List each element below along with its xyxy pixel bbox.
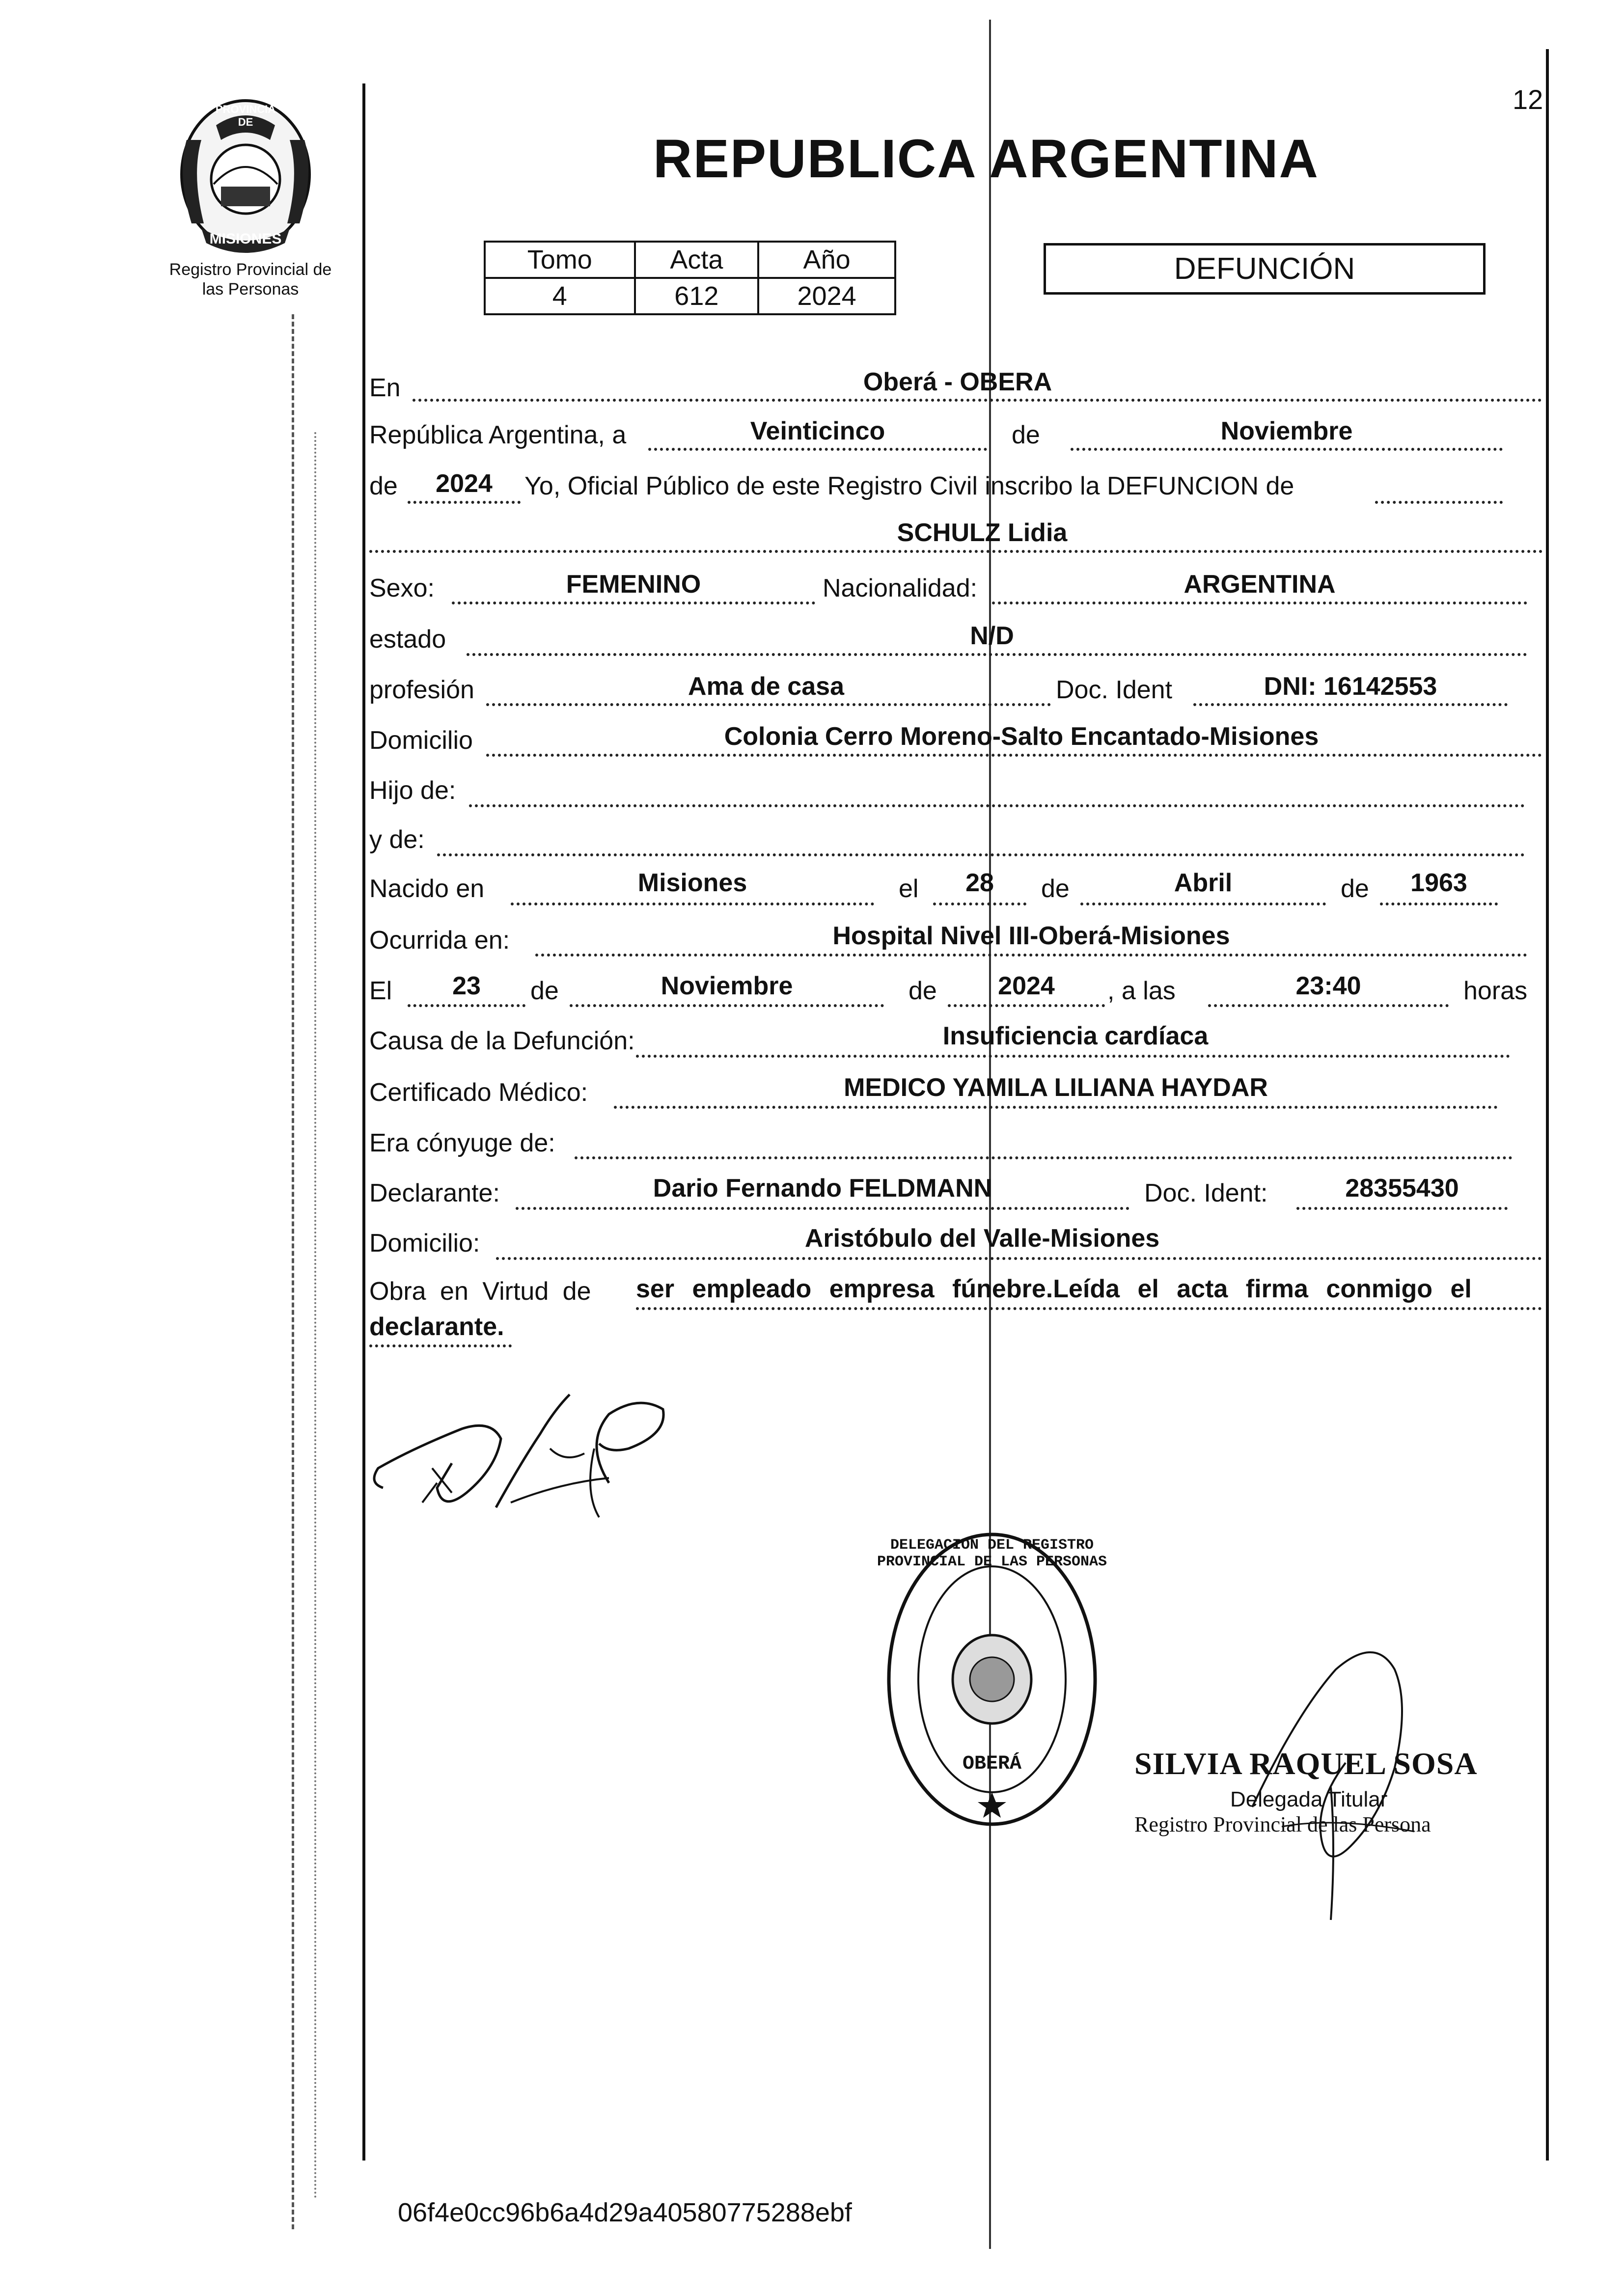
doc-ident-value: DNI: 16142553 xyxy=(1264,672,1437,701)
death-time-dots xyxy=(1208,1004,1449,1007)
binding-marks xyxy=(292,314,294,2229)
death-year: 2024 xyxy=(998,972,1055,1000)
obra-value: ser empleado empresa fúnebre.Leída el acta firma conmigo el xyxy=(636,1275,1472,1303)
death-month-dots xyxy=(570,1004,884,1007)
ocurrida-label: Ocurrida en: xyxy=(369,926,510,955)
yde-dots xyxy=(437,853,1525,856)
page-number: 12 xyxy=(1513,84,1543,115)
binding-marks-2 xyxy=(314,432,316,2200)
month-words: Noviembre xyxy=(1220,417,1353,445)
official-name: SILVIA RAQUEL SOSA xyxy=(1134,1746,1478,1781)
sexo-dots xyxy=(452,602,815,604)
causa-label: Causa de la Defunción: xyxy=(369,1027,635,1055)
seal-text-bottom: MISIONES xyxy=(209,231,282,247)
record-table-header-row xyxy=(485,242,895,278)
inscribo-text: Yo, Oficial Público de este Registro Civil inscribo la DEFUNCION de xyxy=(524,472,1294,500)
estado-dots xyxy=(467,653,1527,656)
de-label: de xyxy=(1012,421,1040,449)
republica-label: República Argentina, a xyxy=(369,421,627,449)
el-label: el xyxy=(899,875,919,903)
birth-de-label: de xyxy=(1041,875,1070,903)
nacido-dots xyxy=(511,903,874,905)
record-value-acta: 612 xyxy=(635,278,759,314)
right-margin-rule xyxy=(1546,49,1549,2161)
doc-ident-label: Doc. Ident xyxy=(1056,676,1173,704)
nacionalidad-value: ARGENTINA xyxy=(1184,570,1336,599)
official-role: Delegada Titular xyxy=(1230,1787,1388,1811)
year-dots xyxy=(408,501,521,504)
declarante-dots xyxy=(516,1207,1129,1210)
death-day-dots xyxy=(408,1004,525,1007)
profesion-label: profesión xyxy=(369,676,474,704)
estado-label: estado xyxy=(369,625,446,654)
month-dots xyxy=(1071,448,1503,451)
horas-label: horas xyxy=(1463,977,1528,1005)
certificado-value: MEDICO YAMILA LILIANA HAYDAR xyxy=(844,1073,1268,1102)
domicilio2-label: Domicilio: xyxy=(369,1229,480,1258)
obra-dots-2 xyxy=(369,1344,512,1347)
doc-ident2-label: Doc. Ident: xyxy=(1144,1179,1268,1207)
record-header-anio: Año xyxy=(758,242,895,278)
obra-value-2: declarante. xyxy=(369,1313,504,1341)
birth-day-dots xyxy=(933,903,1026,905)
registry-label-line1: Registro Provincial de xyxy=(169,260,332,279)
profesion-dots xyxy=(486,703,1051,706)
doc-ident2-dots xyxy=(1296,1207,1508,1210)
profesion-value: Ama de casa xyxy=(688,672,844,701)
record-value-tomo: 4 xyxy=(485,278,635,314)
estado-value: N/D xyxy=(970,622,1014,650)
ocurrida-value: Hospital Nivel III-Oberá-Misiones xyxy=(832,922,1230,950)
declarante-value: Dario Fernando FELDMANN xyxy=(653,1174,992,1203)
record-table xyxy=(484,241,896,315)
day-words: Veinticinco xyxy=(750,417,885,445)
obra-label: Obra en Virtud de xyxy=(369,1277,591,1306)
hijo-dots xyxy=(469,804,1525,807)
seal-text-top: PROVINCIA DE xyxy=(215,103,276,128)
causa-value: Insuficiencia cardíaca xyxy=(942,1022,1209,1050)
en-label: En xyxy=(369,374,401,402)
ocurrida-dots xyxy=(535,954,1527,957)
record-header-acta: Acta xyxy=(635,242,759,278)
death-year-dots xyxy=(948,1004,1105,1007)
inscribo-dots xyxy=(1375,501,1503,504)
causa-dots xyxy=(636,1055,1510,1058)
year-value: 2024 xyxy=(436,469,493,498)
birth-month: Abril xyxy=(1174,869,1233,897)
sexo-label: Sexo: xyxy=(369,574,435,602)
registry-stamp xyxy=(877,1527,1107,1832)
obra-dots xyxy=(636,1307,1542,1310)
certificado-label: Certificado Médico: xyxy=(369,1078,588,1107)
certificado-dots xyxy=(614,1106,1498,1109)
domicilio-label: Domicilio xyxy=(369,726,473,755)
day-dots xyxy=(648,448,987,451)
birth-month-dots xyxy=(1080,903,1326,905)
hijo-label: Hijo de: xyxy=(369,776,456,805)
stamp-ring-icon xyxy=(881,1527,1102,1832)
nacido-value: Misiones xyxy=(637,869,747,897)
declarant-signature xyxy=(354,1365,717,1527)
death-day: 23 xyxy=(452,972,481,1000)
domicilio-dots xyxy=(486,754,1542,757)
official-office: Registro Provincial de las Persona xyxy=(1134,1812,1431,1836)
record-value-anio: 2024 xyxy=(758,278,895,314)
doc-ident2-value: 28355430 xyxy=(1345,1174,1459,1203)
stamp-ring-text: DELEGACION DEL REGISTRO PROVINCIAL DE LAS PERSONAS xyxy=(877,1537,1107,1570)
yde-label: y de: xyxy=(369,825,425,854)
document-type: DEFUNCIÓN xyxy=(1174,252,1355,286)
domicilio2-value: Aristóbulo del Valle-Misiones xyxy=(804,1224,1160,1253)
declarante-label: Declarante: xyxy=(369,1179,500,1207)
page-title: REPUBLICA ARGENTINA xyxy=(653,129,1319,189)
document-type-box xyxy=(1044,243,1486,295)
registry-label-line2: las Personas xyxy=(202,280,299,299)
deceased-name: SCHULZ Lidia xyxy=(897,519,1068,547)
conyuge-dots xyxy=(575,1156,1513,1159)
domicilio2-dots xyxy=(496,1257,1542,1260)
birth-year-dots xyxy=(1380,903,1498,905)
alas-label: , a las xyxy=(1107,977,1176,1005)
domicilio-value: Colonia Cerro Moreno-Salto Encantado-Misiones xyxy=(724,722,1319,751)
de2-label: de xyxy=(369,472,398,500)
el2-label: El xyxy=(369,977,392,1005)
document-hash: 06f4e0cc96b6a4d29a40580775288ebf xyxy=(398,2198,852,2227)
conyuge-label: Era cónyuge de: xyxy=(369,1129,555,1157)
birth-de2-label: de xyxy=(1341,875,1369,903)
en-value: Oberá - OBERA xyxy=(863,368,1052,396)
name-dots xyxy=(369,550,1543,553)
nacionalidad-dots xyxy=(992,602,1527,604)
record-table-value-row xyxy=(485,278,895,314)
nacionalidad-label: Nacionalidad: xyxy=(823,574,978,602)
en-dots xyxy=(413,399,1542,402)
birth-day: 28 xyxy=(965,869,994,897)
death-month: Noviembre xyxy=(661,972,793,1000)
death-de-label: de xyxy=(530,977,559,1005)
stamp-city: OBERÁ xyxy=(962,1753,1022,1775)
death-time: 23:40 xyxy=(1295,972,1361,1000)
birth-year: 1963 xyxy=(1410,869,1467,897)
record-header-tomo: Tomo xyxy=(485,242,635,278)
death-de2-label: de xyxy=(908,977,937,1005)
nacido-label: Nacido en xyxy=(369,875,485,903)
sexo-value: FEMENINO xyxy=(566,570,701,599)
left-margin-rule xyxy=(362,83,365,2161)
doc-ident-dots xyxy=(1193,703,1508,706)
fold-line xyxy=(989,20,991,2249)
